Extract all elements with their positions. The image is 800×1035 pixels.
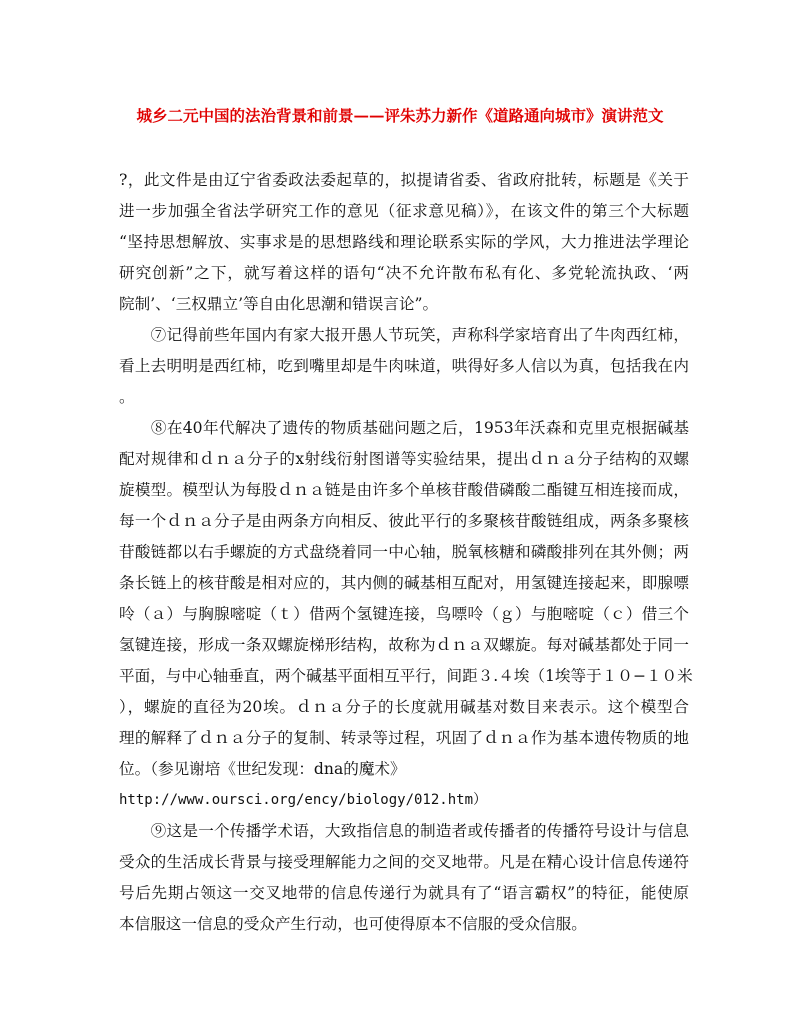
- document-body: [119, 165, 693, 940]
- text-line: 理的解释了ｄｎａ分子的复制、转录等过程，巩固了ｄｎａ作为基本遗传物质的地: [119, 729, 689, 747]
- text-line: 号后先期占领这一交叉地带的信息传递行为就具有了“语言霸权”的特征，能使原: [119, 884, 689, 902]
- paragraph: [119, 165, 689, 320]
- paragraph: [119, 413, 693, 785]
- text-line: 平面，与中心轴垂直，两个碱基平面相互平行，间距３.４埃（1埃等于１０−１０米: [119, 667, 693, 685]
- text-line: 看上去明明是西红柿，吃到嘴里却是牛肉味道，哄得好多人信以为真，包括我在内: [119, 357, 689, 375]
- text-line: 每一个ｄｎａ分子是由两条方向相反、彼此平行的多聚核苷酸链组成，两条多聚核: [119, 512, 689, 530]
- text-line: 呤（ａ）与胸腺嘧啶（ｔ）借两个氢键连接，鸟嘌呤（ｇ）与胞嘧啶（ｃ）借三个: [119, 605, 689, 623]
- text-line: 研究创新”之下，就写着这样的语句“决不允许散布私有化、多党轮流执政、‘两: [119, 264, 689, 282]
- text-line: 院制’、‘三权鼎立’等自由化思潮和错误言论”。: [119, 295, 439, 313]
- paragraph: [119, 785, 689, 816]
- text-line: 本信服这一信息的受众产生行动，也可使得原本不信服的受众信服。: [119, 915, 587, 933]
- text-line: “坚持思想解放、实事求是的思想路线和理论联系实际的学风，大力推进法学理论: [119, 233, 689, 251]
- text-line: ），螺旋的直径为20埃。ｄｎａ分子的长度就用碱基对数目来表示。这个模型合: [119, 698, 689, 716]
- text-line: 条长链上的核苷酸是相对应的，其内侧的碱基相互配对，用氢键连接起来，即腺嘌: [119, 574, 689, 592]
- paragraph: [119, 816, 689, 940]
- paragraph: [119, 320, 689, 413]
- text-line: ?，此文件是由辽宁省委政法委起草的，拟提请省委、省政府批转，标题是《关于: [119, 171, 689, 189]
- text-line: 受众的生活成长背景与接受理解能力之间的交叉地带。凡是在精心设计信息传递符: [119, 853, 689, 871]
- document-title: 城乡二元中国的法治背景和前景——评朱苏力新作《道路通向城市》演讲范文: [136, 106, 664, 125]
- text-line: 位。（参见谢培《世纪发现：dna的魔术》: [119, 760, 406, 778]
- text-line: ⑦记得前些年国内有家大报开愚人节玩笑，声称科学家培育出了牛肉西红柿，: [119, 326, 689, 344]
- text-line: 旋模型。模型认为每股ｄｎａ链是由许多个单核苷酸借磷酸二酯键互相连接而成，: [119, 481, 689, 499]
- text-line: 配对规律和ｄｎａ分子的x射线衍射图谱等实验结果，提出ｄｎａ分子结构的双螺: [119, 450, 689, 468]
- text-line: 。: [119, 388, 135, 406]
- text-line: ⑧在40年代解决了遗传的物质基础问题之后，1953年沃森和克里克根据碱基: [119, 419, 689, 437]
- text-line: http://www.oursci.org/ency/biology/012.htm）: [119, 792, 488, 808]
- text-line: 苷酸链都以右手螺旋的方式盘绕着同一中心轴，脱氧核糖和磷酸排列在其外侧；两: [119, 543, 689, 561]
- text-line: ⑨这是一个传播学术语，大致指信息的制造者或传播者的传播符号设计与信息: [119, 822, 689, 840]
- text-line: 氢键连接，形成一条双螺旋梯形结构，故称为ｄｎａ双螺旋。每对碱基都处于同一: [119, 636, 689, 654]
- text-line: 进一步加强全省法学研究工作的意见（征求意见稿）》，在该文件的第三个大标题: [119, 202, 689, 220]
